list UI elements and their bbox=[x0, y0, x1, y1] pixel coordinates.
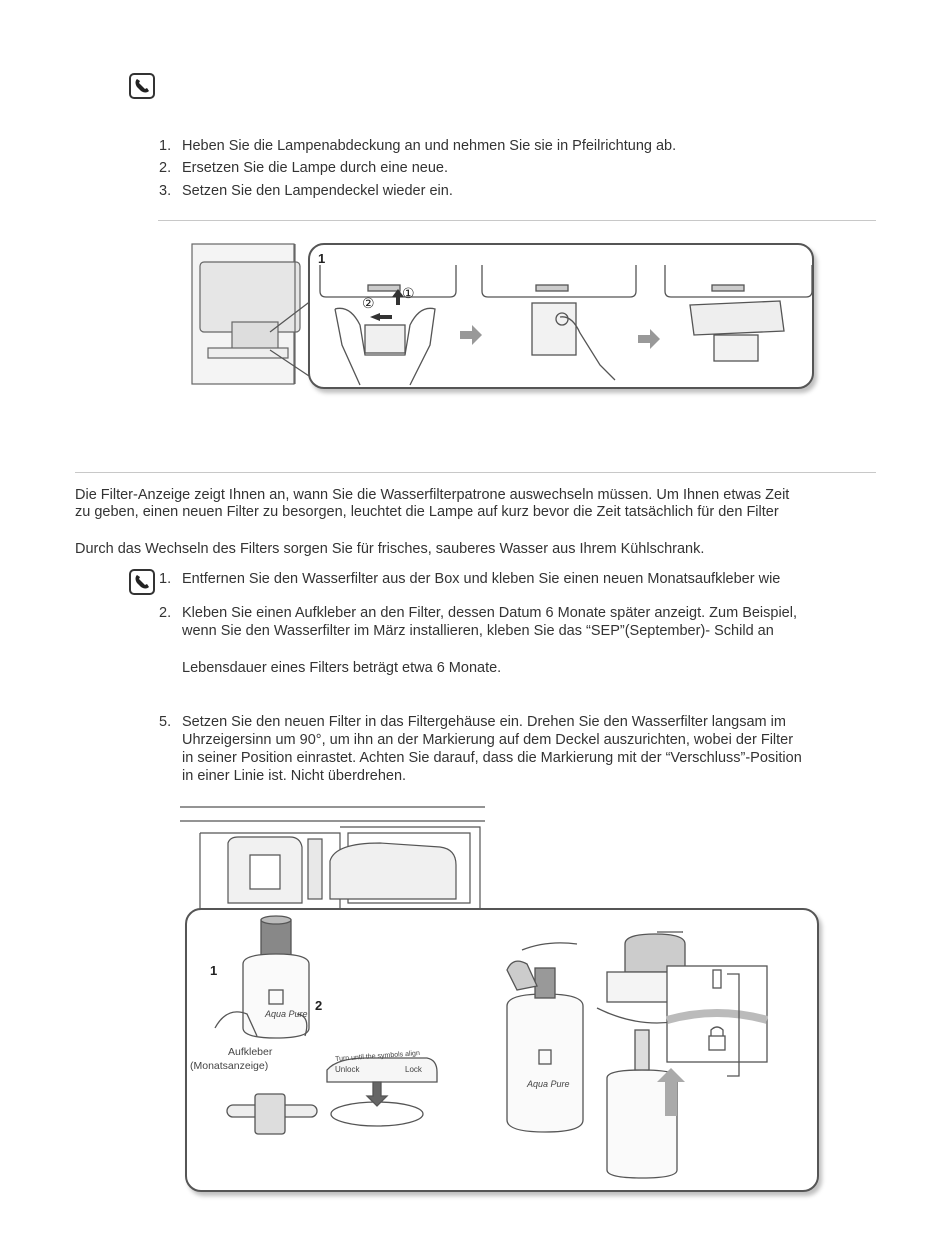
filter-label-1: 1 bbox=[210, 963, 218, 978]
filter-step-5-line-4: in einer Linie ist. Nicht überdrehen. bbox=[182, 768, 407, 784]
filter-panel-drawing bbox=[187, 910, 817, 1190]
filter-step-5-line-2: Uhrzeigersinn um 90°, um ihn an der Markierung auf dem Deckel auszurichten, wobei der Filter bbox=[182, 732, 794, 748]
filter-intro-line-1: Die Filter-Anzeige zeigt Ihnen an, wann Sie die Wasserfilterpatrone auswechseln müssen. Um Ihnen etwas Zeit bbox=[75, 487, 790, 503]
lamp-step-1-text: Heben Sie die Lampenabdeckung an und nehmen Sie sie in Pfeilrichtung ab. bbox=[182, 138, 677, 154]
phone-note-icon-2 bbox=[129, 569, 155, 595]
lamp-panel-drawing bbox=[310, 245, 812, 387]
filter-step-1-text: Entfernen Sie den Wasserfilter aus der Box und kleben Sie einen neuen Monatsaufkleber wie bbox=[182, 571, 781, 587]
dial-lock: Lock bbox=[405, 1065, 422, 1074]
lamp-step-3-text: Setzen Sie den Lampendeckel wieder ein. bbox=[182, 183, 453, 199]
filter-step-2-number: 2. bbox=[159, 605, 172, 621]
lamp-step-2-number: 2. bbox=[159, 160, 172, 176]
filter-step-2-line-2: wenn Sie den Wasserfilter im März installieren, kleben Sie das “SEP”(September)- Schild an bbox=[182, 623, 774, 639]
lamp-panel-number: 1 bbox=[318, 251, 326, 266]
lamp-marker-1: ① bbox=[402, 285, 415, 301]
filter-brand: Aqua Pure bbox=[265, 1009, 308, 1019]
sticker-label-2: (Monatsanzeige) bbox=[190, 1060, 269, 1072]
filter-step-5-line-1: Setzen Sie den neuen Filter in das Filtergehäuse ein. Drehen Sie den Wasserfilter langsam im bbox=[182, 714, 786, 730]
filter-step-5-number: 5. bbox=[159, 714, 172, 730]
filter-intro-line-3: Durch das Wechseln des Filters sorgen Sie für frisches, sauberes Wasser aus Ihrem Kühlschrank. bbox=[75, 541, 705, 557]
lamp-step-3-number: 3. bbox=[159, 183, 172, 199]
filter-step-2-line-1: Kleben Sie einen Aufkleber an den Filter, dessen Datum 6 Monate später anzeigt. Zum Beispiel, bbox=[182, 605, 797, 621]
filter-step-5-line-3: in seiner Position einrastet. Achten Sie darauf, dass die Markierung mit der “Verschluss”-Position bbox=[182, 750, 802, 766]
lamp-steps-panel bbox=[308, 243, 814, 389]
section-divider bbox=[158, 220, 876, 221]
filter-intro-line-2: zu geben, einen neuen Filter zu besorgen, leuchtet die Lampe auf kurz bevor die Zeit tatsächlich für den Filter bbox=[75, 504, 779, 520]
filter-section-divider bbox=[75, 472, 876, 473]
filter-steps-panel bbox=[185, 908, 819, 1192]
filter-label-2: 2 bbox=[315, 998, 323, 1013]
sticker-label-1: Aufkleber bbox=[228, 1046, 273, 1058]
lamp-step-1-number: 1. bbox=[159, 138, 172, 154]
filter-step-1-number: 1. bbox=[159, 571, 172, 587]
filter-fridge-drawing bbox=[180, 803, 490, 913]
dial-text: Turn until the symbols align bbox=[334, 1050, 421, 1063]
phone-note-icon bbox=[129, 73, 155, 99]
lamp-step-2-text: Ersetzen Sie die Lampe durch eine neue. bbox=[182, 160, 449, 176]
dial-unlock: Unlock bbox=[335, 1065, 360, 1074]
filter-brand-2: Aqua Pure bbox=[527, 1079, 570, 1089]
filter-step-2-note: Lebensdauer eines Filters beträgt etwa 6 Monate. bbox=[182, 660, 502, 676]
lamp-marker-2: ② bbox=[362, 295, 375, 311]
